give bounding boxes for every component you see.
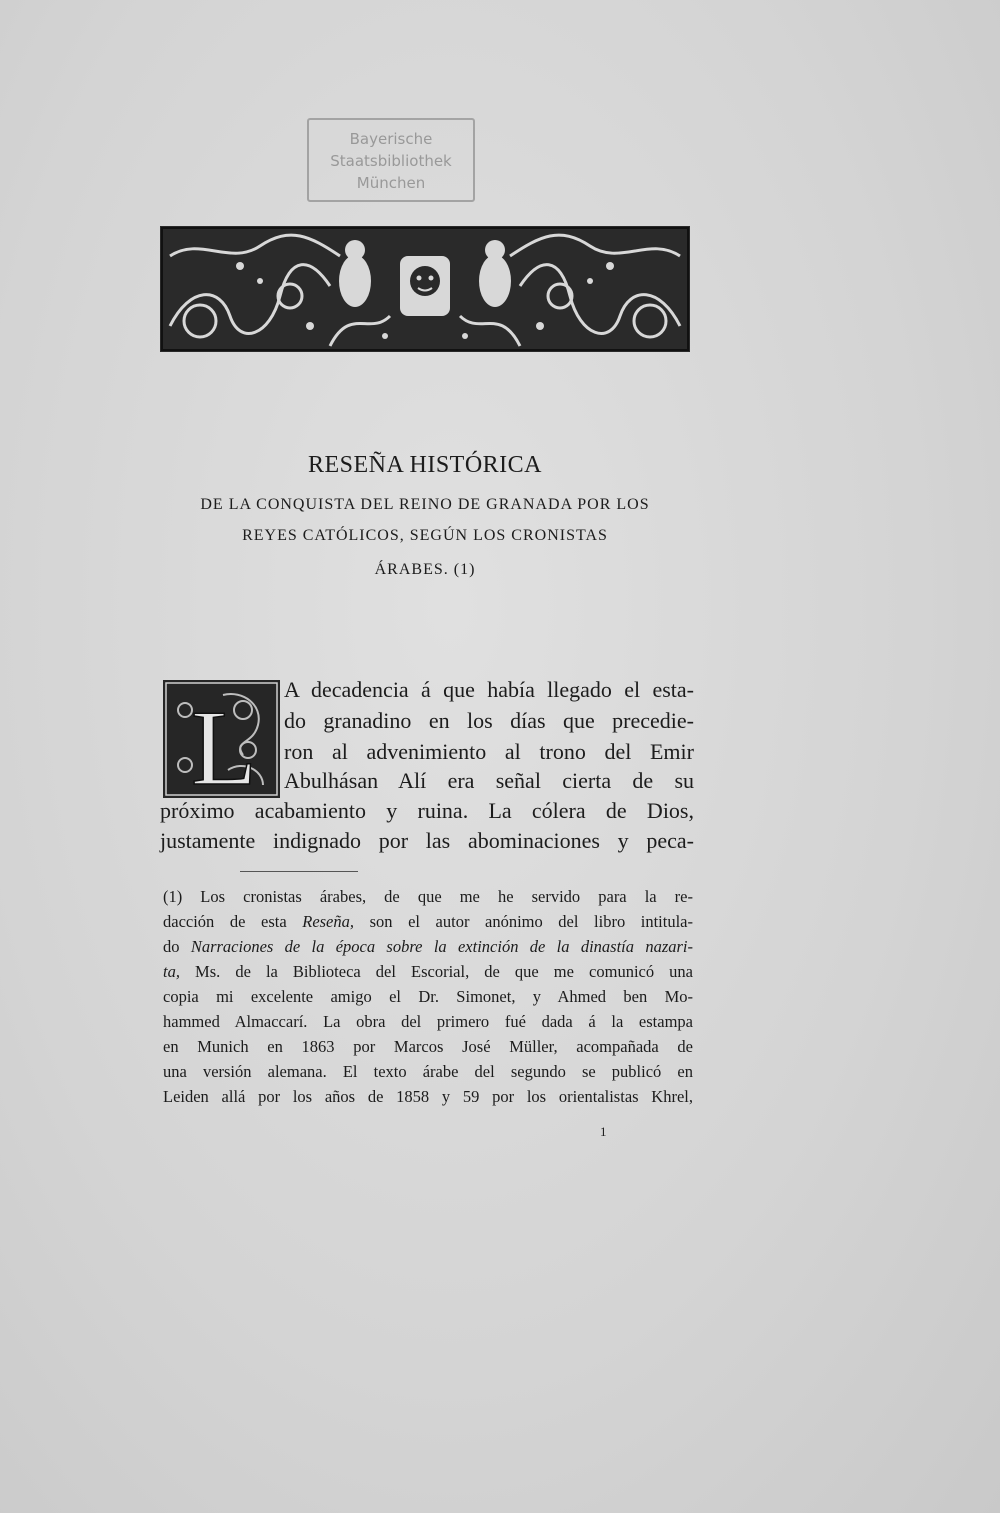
footnote-line: copia mi excelente amigo el Dr. Simonet, y Ahmed ben Mo- bbox=[163, 987, 693, 1006]
body-text-line: Abulhásan Alí era señal cierta de su bbox=[284, 768, 694, 793]
stamp-line: Staatsbibliothek bbox=[330, 152, 452, 170]
body-text-line: ron al advenimiento al trono del Emir bbox=[284, 739, 694, 764]
footnote-line: Leiden allá por los años de 1858 y 59 por los orientalistas Khrel, bbox=[163, 1087, 693, 1106]
page-number: 1 bbox=[600, 1124, 607, 1139]
footnote-line: en Munich en 1863 por Marcos José Müller, acompañada de bbox=[163, 1037, 693, 1056]
footnote-line: dacción de esta Reseña, son el autor anónimo del libro intitula- bbox=[163, 912, 693, 931]
footnote-line: do Narraciones de la época sobre la extinción de la dinastía nazari- bbox=[163, 937, 693, 956]
library-stamp bbox=[307, 118, 475, 202]
subtitle-line: DE LA CONQUISTA DEL REINO DE GRANADA POR LOS bbox=[200, 496, 650, 513]
footnote-line: una versión alemana. El texto árabe del segundo se publicó en bbox=[163, 1062, 693, 1081]
footnote-line: (1) Los cronistas árabes, de que me he servido para la re- bbox=[163, 887, 693, 906]
main-title: RESEÑA HISTÓRICA bbox=[307, 452, 543, 478]
body-text-line: próximo acabamiento y ruina. La cólera de Dios, bbox=[160, 798, 694, 823]
body-text-line: justamente indignado por las abominaciones y peca- bbox=[160, 828, 694, 853]
stamp-line: Bayerische bbox=[349, 130, 433, 148]
subtitle-line: REYES CATÓLICOS, SEGÚN LOS CRONISTAS bbox=[242, 527, 608, 544]
svg-text:L: L bbox=[191, 689, 257, 798]
body-text-line: do granadino en los días que precedie- bbox=[284, 708, 694, 733]
body-text-line: A decadencia á que había llegado el esta- bbox=[284, 677, 694, 702]
decorative-headpiece bbox=[160, 226, 690, 352]
footnote-line: hammed Almaccarí. La obra del primero fué dada á la estampa bbox=[163, 1012, 693, 1031]
footnote-line: ta, Ms. de la Biblioteca del Escorial, de que me comunicó una bbox=[163, 962, 693, 981]
decorated-initial-letter bbox=[163, 680, 280, 798]
subtitle-line: ÁRABES. (1) bbox=[374, 561, 476, 578]
stamp-line: München bbox=[356, 174, 426, 192]
footnote-separator bbox=[240, 871, 358, 872]
